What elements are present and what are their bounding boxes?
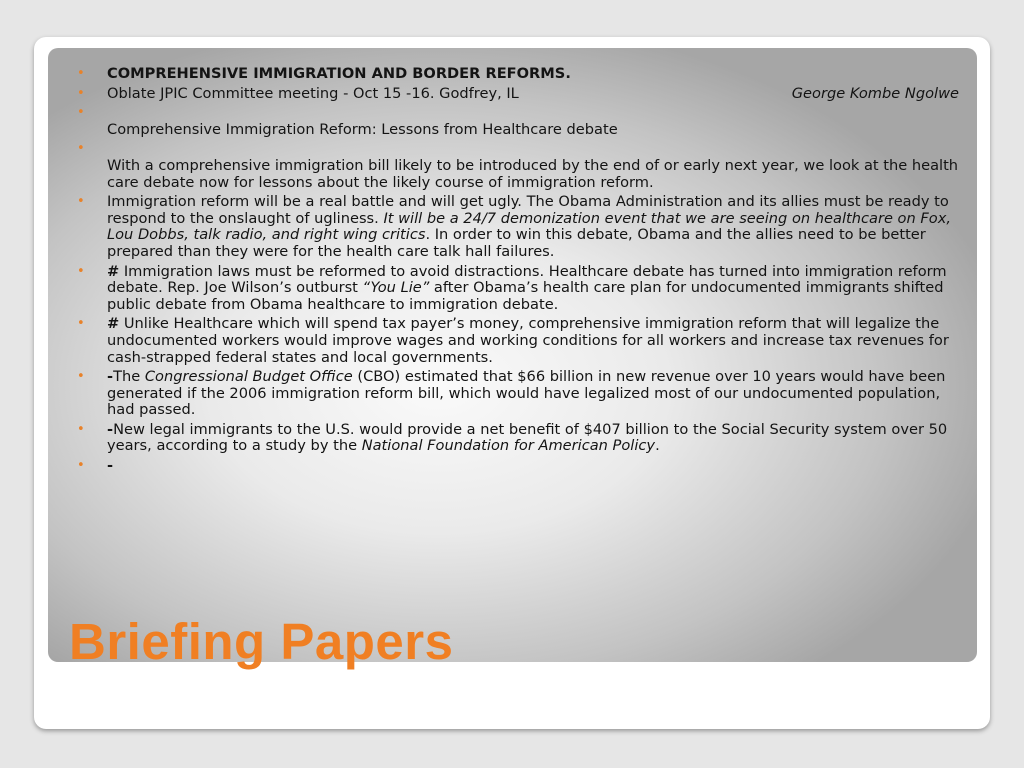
bullet-item: [48, 66, 977, 83]
bullet-icon: •: [77, 263, 85, 279]
bullet-icon: •: [77, 85, 85, 101]
bullet-lead: -: [107, 368, 114, 386]
bullet-lead: #: [107, 315, 120, 333]
bullet-italic-text: Congressional Budget Office: [144, 368, 353, 386]
bullet-text: . In order to win this debate, Obama and the allies need to be better prepared than they were for the health care talk hall failures.: [107, 226, 926, 260]
bullet-italic-text: It will be a 24/7 demonization event that we are seeing on healthcare on Fox, Lou Dobbs, talk radio, and right wing critics: [107, 209, 951, 244]
bullet-item: [48, 369, 977, 419]
bullet-icon: •: [77, 421, 85, 437]
bullet-italic-text: National Foundation for American Policy: [361, 437, 656, 455]
bullet-item: [48, 422, 977, 455]
bullet-item: [48, 458, 977, 475]
bullet-icon: •: [77, 194, 85, 210]
bullet-text: Comprehensive Immigration Reform: Lessons from Healthcare debate: [107, 120, 618, 138]
bullet-text: With a comprehensive immigration bill likely to be introduced by the end of or early next year, we look at the health care debate now for lessons about the likely course of immigration reform.: [107, 156, 959, 191]
bullet-text: Immigration reform will be a real battle and will get ugly. The Obama Administration and its allies must be ready to respond to the onslaught of ugliness.: [107, 193, 949, 227]
bullet-heading: COMPREHENSIVE IMMIGRATION AND BORDER REFORMS.: [107, 65, 571, 82]
slide-title: Briefing Papers: [69, 613, 454, 670]
slide-content-panel: [48, 48, 977, 662]
bullet-lead: -: [107, 420, 114, 438]
bullet-icon: •: [77, 141, 85, 157]
bullet-italic-text: “You Lie”: [362, 279, 430, 297]
meeting-info: Oblate JPIC Committee meeting - Oct 15 -16. Godfrey, IL: [107, 84, 519, 102]
bullet-item: [48, 141, 977, 191]
bullet-text: after Obama’s health care plan for undocumented immigrants shifted public debate from Obama healthcare to immigration debate.: [107, 279, 944, 313]
author-name: George Kombe Ngolwe: [791, 84, 959, 102]
bullet-text: Unlike Healthcare which will spend tax payer’s money, comprehensive immigration reform that will legalize the undocumented workers would improve wages and working conditions for all workers and increase tax revenues for cash-strapped federal states and local governments.: [107, 315, 949, 366]
bullet-text: .: [655, 437, 660, 455]
bullet-list: [48, 66, 977, 478]
bullet-icon: •: [77, 458, 85, 474]
bullet-icon: •: [77, 66, 85, 81]
bullet-text: (CBO) estimated that $66 billion in new revenue over 10 years would have been generated if the 2006 immigration reform bill, which would have legalized most of our undocumented population, had passed.: [107, 368, 946, 419]
bullet-item: [48, 105, 977, 138]
bullet-lead: -: [107, 457, 114, 475]
bullet-text: The: [113, 368, 145, 386]
bullet-lead: #: [107, 262, 120, 280]
bullet-icon: •: [77, 105, 85, 121]
bullet-text: New legal immigrants to the U.S. would provide a net benefit of $407 billion to the Social Security system over 50 years, according to a study by the: [107, 420, 948, 455]
bullet-item: [48, 86, 977, 103]
bullet-icon: •: [77, 316, 85, 332]
bullet-text: Immigration laws must be reformed to avoid distractions. Healthcare debate has turned into immigration reform debate. Rep. Joe Wilson’s outburst: [107, 262, 947, 297]
bullet-item: [48, 316, 977, 366]
bullet-item: [48, 194, 977, 260]
bullet-icon: •: [77, 369, 85, 385]
bullet-item: [48, 264, 977, 314]
